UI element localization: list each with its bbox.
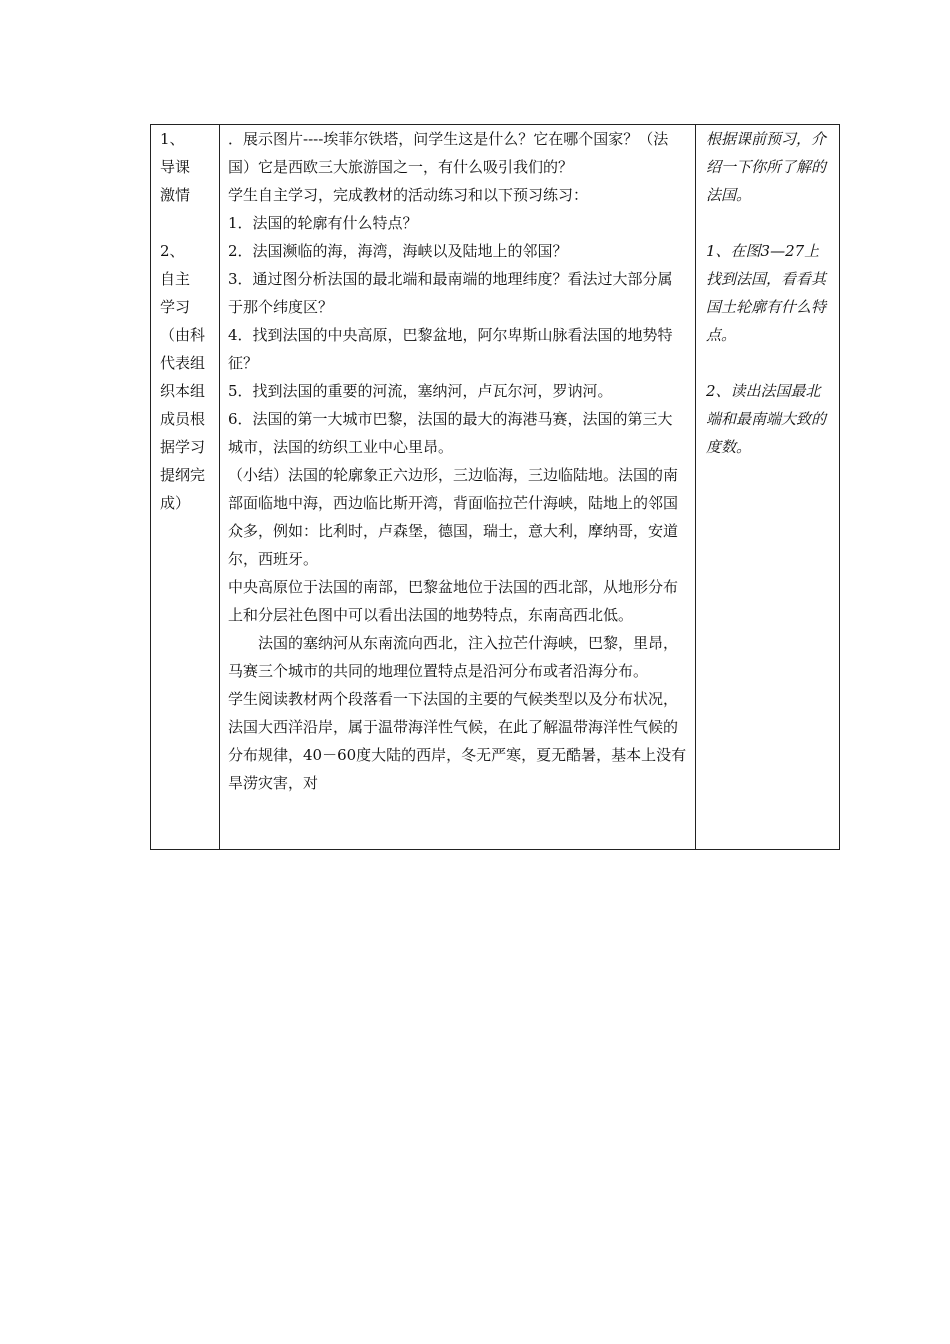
- step-2-line: （由科: [160, 326, 206, 344]
- step-1-line: 激情: [160, 186, 191, 204]
- intro-paragraph: ．展示图片----埃菲尔铁塔，问学生这是什么？它在哪个国家？（法国）它是西欧三大旅游国之一，有什么吸引我们的？: [228, 130, 669, 176]
- summary-climate-paragraph: 学生阅读教材两个段落看一下法国的主要的气候类型以及分布状况，法国大西洋沿岸，属于温带海洋性气候，在此了解温带海洋性气候的分布规律，40－60度大陆的西岸，冬无严寒，夏无酷暑，基本上没有旱涝灾害，对: [228, 690, 687, 792]
- note-latitude-task: 2、读出法国最北端和最南端大致的度数。: [706, 382, 827, 456]
- step-2-line: 自主: [160, 270, 191, 288]
- question-2: 2．法国濒临的海，海湾，海峡以及陆地上的邻国？: [228, 242, 568, 260]
- step-2-label: [160, 237, 215, 517]
- step-column: [151, 125, 220, 850]
- question-3: 3．通过图分析法国的最北端和最南端的地理纬度？看法过大部分属于那个纬度区？: [228, 270, 673, 316]
- question-6: 6．法国的第一大城市巴黎，法国的最大的海港马赛，法国的第三大城市，法国的纺织工业中心里昂。: [228, 410, 673, 456]
- summary-rivers-paragraph: 法国的塞纳河从东南流向西北，注入拉芒什海峡，巴黎，里昂，马赛三个城市的共同的地理位置特点是沿河分布或者沿海分布。: [228, 634, 679, 680]
- step-1-label: [160, 125, 215, 209]
- step-2-line: 成员根: [160, 410, 206, 428]
- step-1-line: 导课: [160, 158, 191, 176]
- summary-terrain-paragraph: 中央高原位于法国的南部，巴黎盆地位于法国的西北部，从地形分布上和分层社色图中可以看出法国的地势特点，东南高西北低。: [228, 578, 679, 624]
- content-column: [220, 125, 696, 850]
- question-5: 5．找到法国的重要的河流，塞纳河，卢瓦尔河，罗讷河。: [228, 382, 613, 400]
- step-2-line: 织本组: [160, 382, 206, 400]
- summary-outline-paragraph: （小结）法国的轮廓象正六边形，三边临海，三边临陆地。法国的南部面临地中海，西边临比斯开湾，背面临拉芒什海峡，陆地上的邻国众多，例如：比利时，卢森堡，德国，瑞士，意大利，摩纳哥，安道尔，西班牙。: [228, 466, 679, 568]
- notes-column: [696, 125, 840, 850]
- step-2-line: 成）: [160, 494, 191, 512]
- step-2-line: 提纲完: [160, 466, 206, 484]
- step-2-line: 代表组: [160, 354, 206, 372]
- question-1: 1．法国的轮廓有什么特点？: [228, 214, 418, 232]
- self-study-paragraph: 学生自主学习，完成教材的活动练习和以下预习练习：: [228, 186, 589, 204]
- question-4: 4．找到法国的中央高原，巴黎盆地，阿尔卑斯山脉看法国的地势特征？: [228, 326, 673, 372]
- step-1-line: 1、: [160, 130, 185, 148]
- note-outline-task: 1、在图3—27上找到法国，看看其国土轮廓有什么特点。: [706, 242, 827, 344]
- note-preview: 根据课前预习，介绍一下你所了解的法国。: [706, 130, 827, 204]
- table-row: [151, 125, 840, 850]
- lesson-plan-table: [150, 124, 840, 850]
- step-2-line: 学习: [160, 298, 191, 316]
- step-2-line: 2、: [160, 242, 185, 260]
- step-2-line: 据学习: [160, 438, 206, 456]
